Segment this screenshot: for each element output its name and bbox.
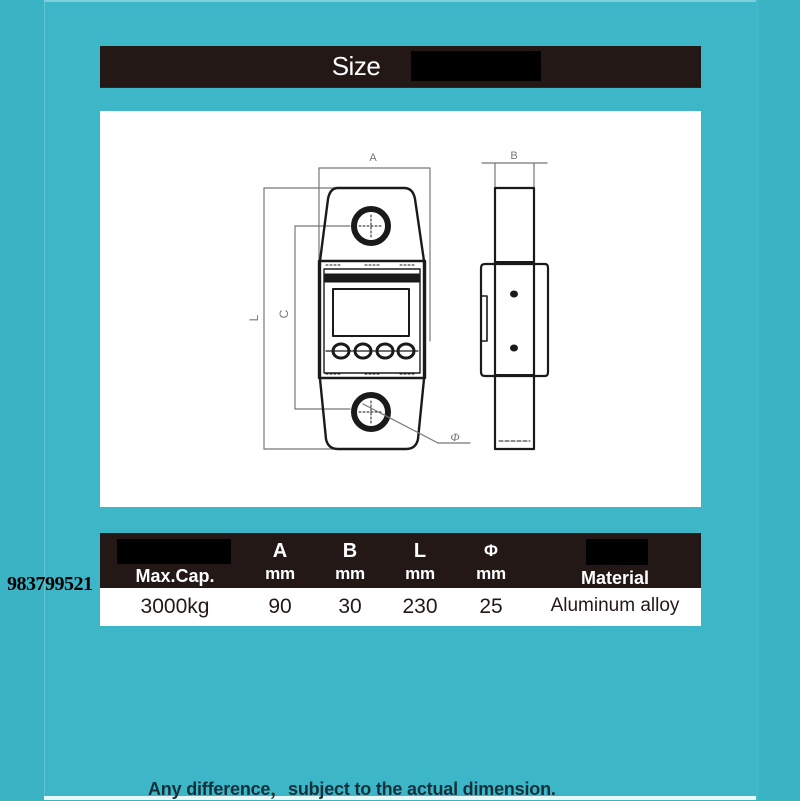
header-phi: Φ bbox=[484, 541, 498, 560]
spec-table-header bbox=[100, 533, 701, 588]
header-a-unit: mm bbox=[265, 564, 295, 583]
dimension-diagram bbox=[100, 111, 701, 507]
cell-l: 230 bbox=[402, 595, 438, 618]
label-l: L bbox=[247, 314, 261, 322]
header-a: A bbox=[272, 540, 288, 562]
header-material: Material bbox=[580, 568, 650, 588]
redacted-block bbox=[586, 539, 648, 565]
header-l: L bbox=[413, 540, 427, 562]
dimension-c bbox=[295, 226, 350, 409]
dimension-drawing bbox=[100, 111, 701, 507]
label-c: C bbox=[277, 309, 291, 319]
page-title: Size bbox=[331, 51, 381, 81]
cell-b: 30 bbox=[338, 595, 362, 618]
top-edge-line bbox=[44, 0, 756, 2]
cell-max-cap: 3000kg bbox=[140, 595, 210, 618]
cell-material: Aluminum alloy bbox=[550, 595, 680, 616]
label-phi: Φ bbox=[450, 430, 460, 444]
label-b: B bbox=[510, 150, 518, 162]
redacted-block bbox=[411, 51, 541, 81]
side-body-outline bbox=[495, 188, 534, 449]
redacted-block bbox=[117, 539, 231, 564]
cell-a: 90 bbox=[268, 595, 292, 618]
dimension-b bbox=[482, 163, 547, 188]
cell-phi: 25 bbox=[479, 595, 503, 618]
header-l-unit: mm bbox=[405, 564, 435, 583]
table-row bbox=[100, 588, 701, 626]
watermark-number: 983799521 bbox=[7, 573, 93, 595]
footer-note: Any difference，subject to the actual dimension. bbox=[148, 779, 556, 799]
header-phi-unit: mm bbox=[476, 564, 506, 583]
header-b-unit: mm bbox=[335, 564, 365, 583]
header-max-cap: Max.Cap. bbox=[135, 566, 215, 586]
label-a: A bbox=[369, 152, 377, 164]
title-bar bbox=[100, 46, 701, 88]
spec-table bbox=[100, 533, 701, 626]
header-b: B bbox=[342, 540, 358, 562]
